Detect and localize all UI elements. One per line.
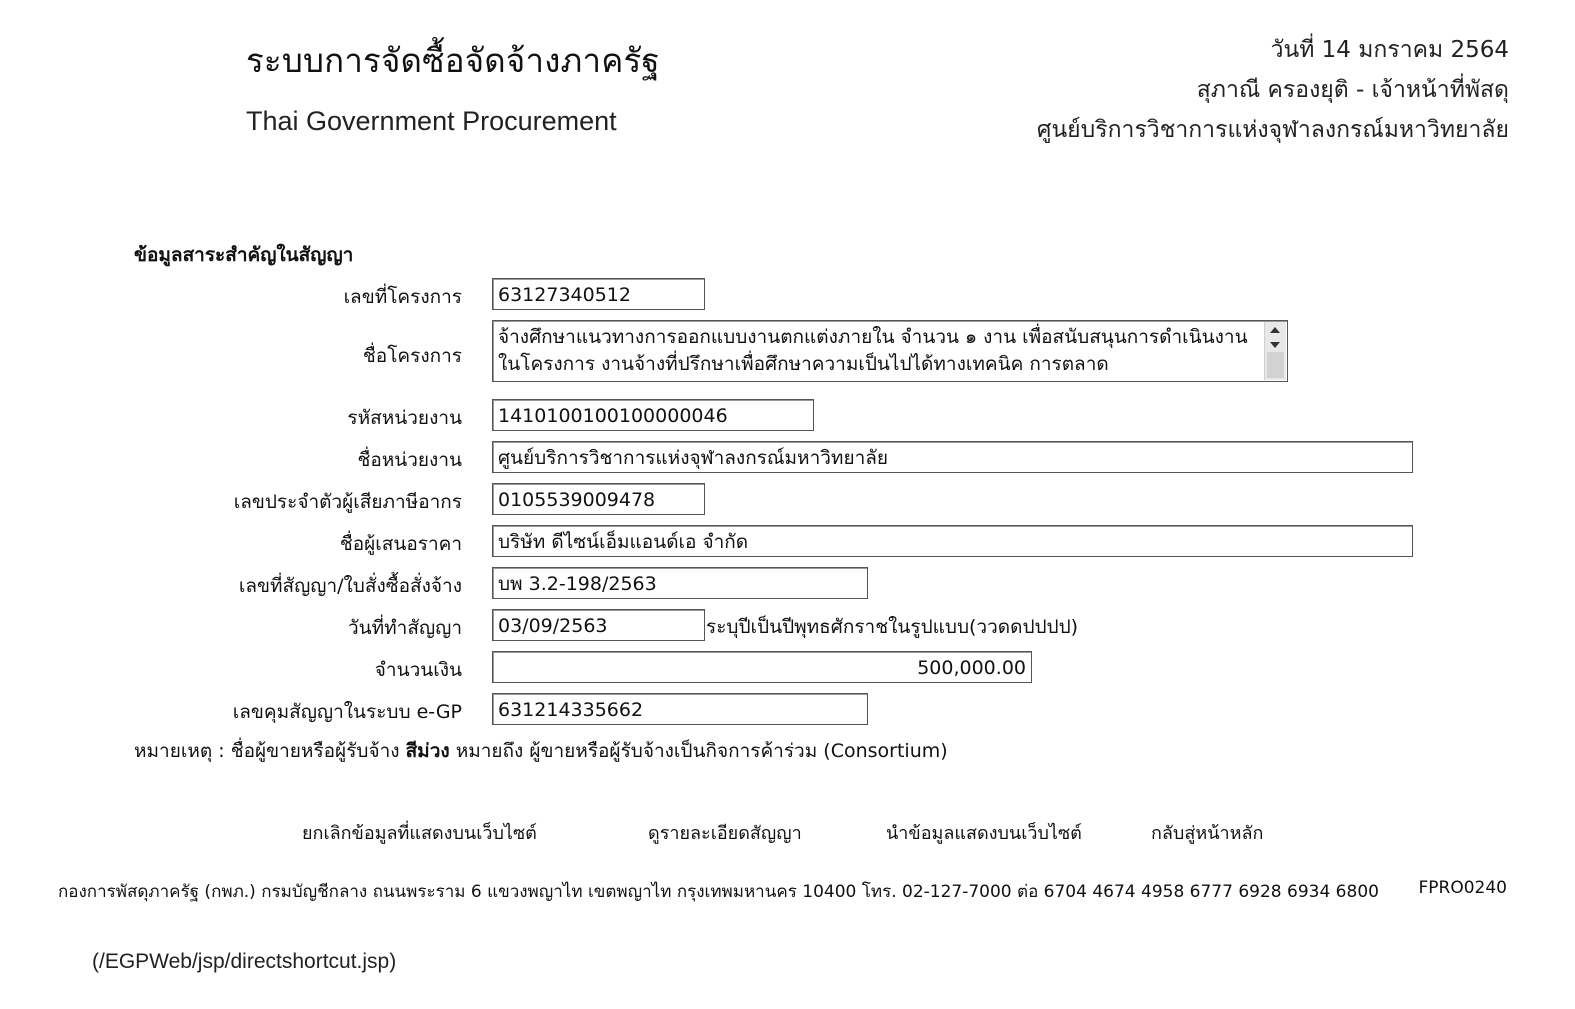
agency-name-label: ชื่อหน่วยงาน xyxy=(357,449,462,471)
note-prefix: หมายเหตุ : ชื่อผู้ขายหรือผู้รับจ้าง xyxy=(134,740,406,762)
egp-control-no-label: เลขคุมสัญญาในระบบ e-GP xyxy=(232,701,462,723)
header-organization: ศูนย์บริการวิชาการแห่งจุฬาลงกรณ์มหาวิทยาลัย xyxy=(1036,117,1509,143)
consortium-note xyxy=(134,736,948,766)
view-contract-link[interactable]: ดูรายละเอียดสัญญา xyxy=(648,823,802,844)
contract-no-field[interactable]: บพ 3.2-198/2563 xyxy=(492,567,868,599)
back-home-link[interactable]: กลับสู่หน้าหลัก xyxy=(1151,823,1264,844)
amount-field[interactable]: 500,000.00 xyxy=(492,651,1032,683)
header-user: สุภาณี ครองยุติ - เจ้าหน้าที่พัสดุ xyxy=(1196,77,1509,103)
note-highlight: สีม่วง xyxy=(405,740,450,762)
agency-code-field[interactable]: 1410100100100000046 xyxy=(492,399,814,431)
tax-id-field[interactable]: 0105539009478 xyxy=(492,483,705,515)
egp-control-no-field[interactable]: 631214335662 xyxy=(492,693,868,725)
section-title: ข้อมูลสาระสำคัญในสัญญา xyxy=(134,244,354,266)
publish-link[interactable]: นำข้อมูลแสดงบนเว็บไซต์ xyxy=(886,823,1082,844)
contract-date-field[interactable]: 03/09/2563 xyxy=(492,609,705,641)
project-name-label: ชื่อโครงการ xyxy=(362,345,462,367)
form-code: FPRO0240 xyxy=(1418,878,1507,898)
agency-name-field[interactable]: ศูนย์บริการวิชาการแห่งจุฬาลงกรณ์มหาวิทยาลัย xyxy=(492,441,1413,473)
system-title-th: ระบบการจัดซื้อจัดจ้างภาครัฐ xyxy=(246,41,660,80)
contract-date-hint: ระบุปีเป็นปีพุทธศักราชในรูปแบบ(ววดดปปปป) xyxy=(706,616,1079,638)
bidder-name-field[interactable]: บริษัท ดีไซน์เอ็มแอนด์เอ จำกัด xyxy=(492,525,1413,557)
footer-address: กองการพัสดุภาครัฐ (กพภ.) กรมบัญชีกลาง ถนนพระราม 6 แขวงพญาไท เขตพญาไท กรุงเทพมหานคร 10400 โทร. 02-127-7000 ต่อ 6704 4674 4958 6777 6928 6934 6800 xyxy=(58,882,1379,902)
system-title-en: Thai Government Procurement xyxy=(246,106,617,136)
tax-id-label: เลขประจำตัวผู้เสียภาษีอากร xyxy=(233,491,462,513)
project-no-label: เลขที่โครงการ xyxy=(343,286,462,308)
project-name-text: จ้างศึกษาแนวทางการออกแบบงานตกแต่งภายใน จำนวน ๑ งาน เพื่อสนับสนุนการดำเนินงานในโครงการ งานจ้างที่ปรึกษาเพื่อศึกษาความเป็นไปได้ทางเทคนิค การตลาด xyxy=(498,326,1248,375)
bidder-name-label: ชื่อผู้เสนอราคา xyxy=(339,533,462,555)
note-suffix: หมายถึง ผู้ขายหรือผู้รับจ้างเป็นกิจการค้าร่วม (Consortium) xyxy=(449,740,948,762)
agency-code-label: รหัสหน่วยงาน xyxy=(347,407,462,429)
contract-date-label: วันที่ทำสัญญา xyxy=(347,617,462,639)
scroll-thumb[interactable] xyxy=(1267,352,1284,378)
header-date: วันที่ 14 มกราคม 2564 xyxy=(1270,37,1509,63)
url-path: (/EGPWeb/jsp/directshortcut.jsp) xyxy=(92,950,397,973)
scroll-up-icon[interactable] xyxy=(1270,327,1280,333)
project-name-scrollbar[interactable] xyxy=(1264,322,1286,380)
scroll-down-icon[interactable] xyxy=(1270,342,1280,348)
cancel-publish-link[interactable]: ยกเลิกข้อมูลที่แสดงบนเว็บไซต์ xyxy=(302,823,537,844)
project-no-field[interactable]: 63127340512 xyxy=(492,278,705,310)
project-name-textarea[interactable] xyxy=(492,320,1288,382)
contract-no-label: เลขที่สัญญา/ใบสั่งซื้อสั่งจ้าง xyxy=(238,575,462,597)
amount-label: จำนวนเงิน xyxy=(374,659,462,681)
